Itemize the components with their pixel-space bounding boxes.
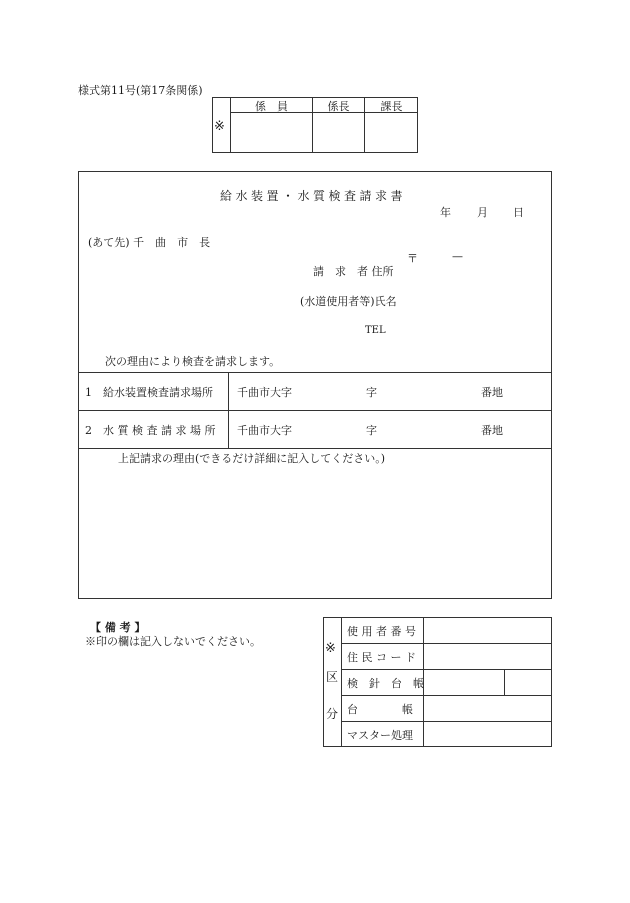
tel-field[interactable] [385, 322, 545, 340]
postal-mark: 〒 [407, 252, 418, 265]
requester-name-label: (水道使用者等)氏名 [300, 295, 397, 308]
location-city: 千曲市大字 [237, 424, 292, 437]
form-title: 給水装置・水質検査請求書 [220, 189, 407, 203]
classification-row-label: 台 帳 [347, 703, 413, 716]
location-banchi: 番地 [481, 424, 503, 437]
date-year[interactable]: 年 [440, 206, 451, 219]
classification-side-ku: 区 [326, 670, 339, 684]
classification-row-label: 使 用 者 番 号 [347, 625, 416, 638]
requester-address-label: 請 求 者 住所 [313, 265, 394, 278]
location-label: 1 給水装置検査請求場所 [85, 386, 213, 399]
location-aza: 字 [366, 386, 377, 399]
classification-mark: ※ [325, 641, 336, 656]
date-day[interactable]: 日 [513, 206, 524, 219]
location-aza: 字 [366, 424, 377, 437]
classification-value-cell[interactable] [424, 644, 551, 669]
classification-value-cell[interactable] [424, 618, 551, 643]
request-statement: 次の理由により検査を請求します。 [105, 355, 281, 368]
classification-side-bun: 分 [326, 707, 339, 721]
approval-mark: ※ [214, 119, 225, 134]
name-field[interactable] [410, 290, 545, 308]
approval-stamp-manager[interactable] [365, 113, 418, 153]
location-city: 千曲市大字 [237, 386, 292, 399]
notes-heading: 【 備 考 】 [90, 621, 146, 634]
date-month[interactable]: 月 [477, 206, 488, 219]
location-label: 2 水 質 検 査 請 求 場 所 [85, 424, 216, 437]
classification-value-cell[interactable] [424, 670, 504, 695]
location-banchi: 番地 [481, 386, 503, 399]
approval-header-staff: 係 員 [255, 100, 288, 113]
approval-stamp-staff[interactable] [231, 113, 312, 153]
address-field[interactable] [410, 260, 545, 278]
approval-stamp-chief[interactable] [313, 113, 364, 153]
classification-row-label: 住 民 コ ー ド [347, 651, 416, 664]
classification-row-label: 検 針 台 帳 [347, 677, 424, 690]
location-field[interactable] [295, 416, 540, 442]
form-number: 様式第11号(第17条関係) [78, 84, 203, 97]
location-field[interactable] [295, 378, 540, 404]
reason-label: 上記請求の理由(できるだけ詳細に記入してください。) [118, 452, 386, 465]
approval-header-manager: 課長 [380, 100, 403, 113]
tel-label: TEL [365, 325, 386, 336]
postal-dash: — [452, 250, 463, 263]
addressee: (あて先) 千 曲 市 長 [88, 236, 211, 249]
classification-value-cell[interactable] [424, 696, 551, 721]
notes-text: ※印の欄は記入しないでください。 [85, 635, 261, 648]
approval-header-chief: 係長 [327, 100, 350, 113]
classification-row-label: マスター処理 [347, 729, 413, 742]
classification-value-cell[interactable] [424, 722, 551, 746]
reason-field[interactable] [85, 468, 545, 593]
classification-value-cell[interactable] [505, 670, 551, 695]
